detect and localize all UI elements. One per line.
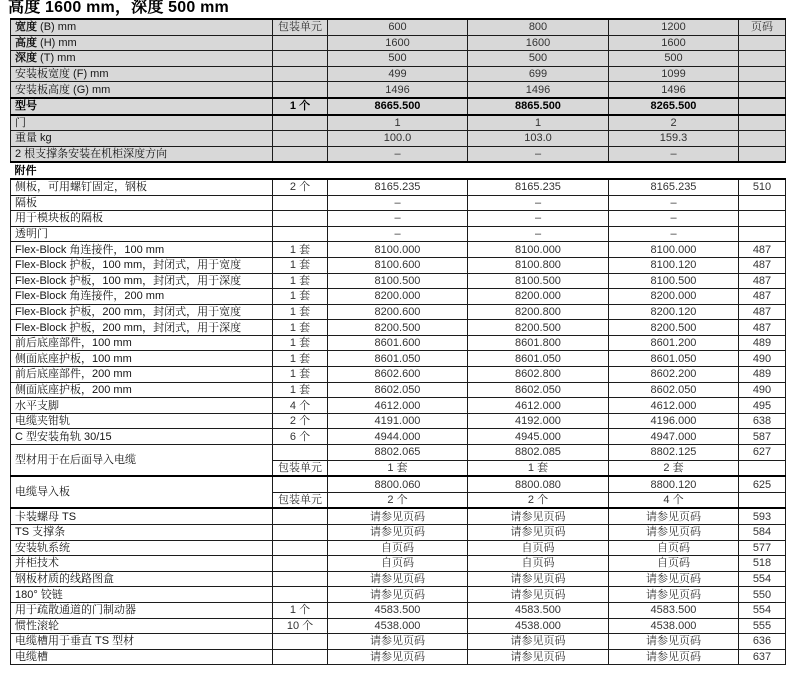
- value-cell: 8165.235: [609, 179, 739, 195]
- value-cell: –: [468, 146, 609, 162]
- value-cell: 2 个: [328, 492, 468, 508]
- value-cell: 8200.500: [468, 320, 609, 336]
- value-cell: 8265.500: [609, 98, 739, 115]
- page-cell: 554: [739, 571, 786, 587]
- row-label: 侧面底座护板，100 mm: [11, 351, 273, 367]
- value-cell: 1 套: [468, 460, 609, 476]
- table-row: [11, 618, 786, 634]
- value-cell: 8802.125: [609, 445, 739, 461]
- packing-unit-cell: [273, 540, 328, 556]
- row-label: 用于模块板的隔板: [11, 211, 273, 227]
- packing-unit-cell: 包装单元: [273, 460, 328, 476]
- value-cell: 4947.000: [609, 429, 739, 445]
- value-cell: 请参见页码: [468, 587, 609, 603]
- table-row: [11, 273, 786, 289]
- table-row: [11, 82, 786, 98]
- page-cell: 495: [739, 398, 786, 414]
- packing-unit-cell: [273, 634, 328, 650]
- value-cell: 8165.235: [328, 179, 468, 195]
- row-label: Flex-Block 角连接件，200 mm: [11, 289, 273, 305]
- value-cell: 600: [328, 19, 468, 35]
- table-row: [11, 587, 786, 603]
- packing-unit-cell: [273, 445, 328, 461]
- value-cell: 8800.120: [609, 476, 739, 492]
- page-cell: 636: [739, 634, 786, 650]
- value-cell: 1496: [468, 82, 609, 98]
- row-label: 钢板材质的线路图盒: [11, 571, 273, 587]
- value-cell: 4944.000: [328, 429, 468, 445]
- table-row: [11, 367, 786, 383]
- value-cell: 1: [468, 115, 609, 131]
- packing-unit-cell: [273, 146, 328, 162]
- row-label: Flex-Block 护板，100 mm，封闭式，用于宽度: [11, 257, 273, 273]
- page-cell: [739, 131, 786, 147]
- row-label: 门: [11, 115, 273, 131]
- table-row: [11, 634, 786, 650]
- row-label: Flex-Block 护板，100 mm，封闭式，用于深度: [11, 273, 273, 289]
- packing-unit-cell: [273, 649, 328, 665]
- packing-unit-cell: 1 个: [273, 98, 328, 115]
- page-cell: [739, 115, 786, 131]
- row-label: 前后底座部件，100 mm: [11, 335, 273, 351]
- value-cell: 请参见页码: [609, 571, 739, 587]
- value-cell: –: [609, 211, 739, 227]
- packing-unit-cell: [273, 571, 328, 587]
- table-row: [11, 211, 786, 227]
- value-cell: 8165.235: [468, 179, 609, 195]
- page-cell: 487: [739, 273, 786, 289]
- value-cell: 4583.500: [328, 602, 468, 618]
- packing-unit-cell: 2 个: [273, 179, 328, 195]
- row-label-bold: 深度: [15, 52, 37, 65]
- row-label: Flex-Block 护板，200 mm，封闭式，用于深度: [11, 320, 273, 336]
- page-cell: 554: [739, 602, 786, 618]
- value-cell: 1600: [468, 35, 609, 51]
- value-cell: 自页码: [328, 540, 468, 556]
- value-cell: 800: [468, 19, 609, 35]
- packing-unit-cell: [273, 226, 328, 242]
- value-cell: 请参见页码: [468, 525, 609, 541]
- page-cell: 487: [739, 242, 786, 258]
- value-cell: 8200.500: [609, 320, 739, 336]
- value-cell: 8602.600: [328, 367, 468, 383]
- value-cell: 699: [468, 66, 609, 82]
- page-cell: 页码: [739, 19, 786, 35]
- page-cell: [739, 195, 786, 211]
- page-title: 高度 1600 mm，深度 500 mm: [8, 0, 229, 16]
- value-cell: –: [609, 226, 739, 242]
- table-row: [11, 289, 786, 305]
- table-row: [11, 304, 786, 320]
- value-cell: 8601.050: [328, 351, 468, 367]
- value-cell: 4196.000: [609, 413, 739, 429]
- value-cell: 4612.000: [609, 398, 739, 414]
- value-cell: 2: [609, 115, 739, 131]
- value-cell: 499: [328, 66, 468, 82]
- packing-unit-cell: 1 套: [273, 367, 328, 383]
- packing-unit-cell: [273, 587, 328, 603]
- value-cell: 1600: [609, 35, 739, 51]
- row-label: 侧板，可用螺钉固定，钢板: [11, 179, 273, 195]
- value-cell: 自页码: [328, 556, 468, 572]
- page-cell: [739, 460, 786, 476]
- value-cell: 8601.800: [468, 335, 609, 351]
- packing-unit-cell: 1 套: [273, 382, 328, 398]
- spec-accessories-table: [10, 18, 786, 665]
- table-row: [11, 66, 786, 82]
- row-label: TS 支撑条: [11, 525, 273, 541]
- value-cell: 自页码: [609, 556, 739, 572]
- row-label: 前后底座部件，200 mm: [11, 367, 273, 383]
- value-cell: 请参见页码: [609, 525, 739, 541]
- packing-unit-cell: [273, 35, 328, 51]
- value-cell: 请参见页码: [328, 525, 468, 541]
- value-cell: 请参见页码: [328, 649, 468, 665]
- table-row: [11, 195, 786, 211]
- table-row: [11, 476, 786, 492]
- table-row: [11, 602, 786, 618]
- row-label: 电缆槽: [11, 649, 273, 665]
- table-row: [11, 335, 786, 351]
- value-cell: 8800.080: [468, 476, 609, 492]
- packing-unit-cell: 1 套: [273, 273, 328, 289]
- row-label: 安装板宽度 (F) mm: [11, 66, 273, 82]
- value-cell: 8602.050: [468, 382, 609, 398]
- page-cell: 577: [739, 540, 786, 556]
- packing-unit-cell: 1 套: [273, 289, 328, 305]
- row-label: 深度 (T) mm: [11, 51, 273, 67]
- value-cell: –: [468, 211, 609, 227]
- value-cell: 8200.000: [468, 289, 609, 305]
- table-row: [11, 35, 786, 51]
- row-label: 安装板高度 (G) mm: [11, 82, 273, 98]
- value-cell: 8100.120: [609, 257, 739, 273]
- page-cell: 627: [739, 445, 786, 461]
- value-cell: 请参见页码: [609, 587, 739, 603]
- value-cell: 自页码: [468, 540, 609, 556]
- value-cell: 8200.000: [609, 289, 739, 305]
- table-row: [11, 508, 786, 524]
- value-cell: 4612.000: [468, 398, 609, 414]
- page-cell: [739, 66, 786, 82]
- row-label: 透明门: [11, 226, 273, 242]
- page-cell: [739, 146, 786, 162]
- value-cell: 8200.600: [328, 304, 468, 320]
- row-label-bold: 宽度: [15, 21, 37, 34]
- value-cell: 8601.050: [468, 351, 609, 367]
- table-row: [11, 115, 786, 131]
- row-label: 隔板: [11, 195, 273, 211]
- table-row: [11, 413, 786, 429]
- page-cell: 490: [739, 351, 786, 367]
- page-cell: 637: [739, 649, 786, 665]
- packing-unit-cell: [273, 131, 328, 147]
- value-cell: 4538.000: [328, 618, 468, 634]
- table-row: [11, 51, 786, 67]
- row-label: 宽度 (B) mm: [11, 19, 273, 35]
- value-cell: –: [328, 226, 468, 242]
- row-label: 型材用于在后面导入电缆: [11, 445, 273, 477]
- table-row: [11, 398, 786, 414]
- value-cell: 1: [328, 115, 468, 131]
- value-cell: 2 个: [468, 492, 609, 508]
- value-cell: 4583.500: [609, 602, 739, 618]
- table-row: [11, 445, 786, 461]
- packing-unit-cell: [273, 195, 328, 211]
- row-label: 安装轨系统: [11, 540, 273, 556]
- value-cell: 1200: [609, 19, 739, 35]
- row-label: 电缆夹钳轨: [11, 413, 273, 429]
- packing-unit-cell: [273, 115, 328, 131]
- row-label: 180° 铰链: [11, 587, 273, 603]
- section-header-row: [11, 162, 786, 179]
- page-cell: [739, 35, 786, 51]
- value-cell: 8802.065: [328, 445, 468, 461]
- table-row: [11, 540, 786, 556]
- table-row: [11, 257, 786, 273]
- value-cell: 500: [609, 51, 739, 67]
- page-cell: 489: [739, 335, 786, 351]
- page-cell: [739, 51, 786, 67]
- value-cell: 8100.500: [328, 273, 468, 289]
- page-cell: 487: [739, 304, 786, 320]
- packing-unit-cell: [273, 525, 328, 541]
- section-title: 附件: [11, 162, 786, 179]
- page-cell: 487: [739, 289, 786, 305]
- page-cell: [739, 226, 786, 242]
- value-cell: –: [328, 195, 468, 211]
- page-cell: 587: [739, 429, 786, 445]
- value-cell: 4538.000: [468, 618, 609, 634]
- packing-unit-cell: 1 套: [273, 320, 328, 336]
- value-cell: 1600: [328, 35, 468, 51]
- value-cell: 8200.500: [328, 320, 468, 336]
- value-cell: 8100.500: [609, 273, 739, 289]
- value-cell: 8100.000: [468, 242, 609, 258]
- page-cell: 518: [739, 556, 786, 572]
- table-row: [11, 131, 786, 147]
- packing-unit-cell: 6 个: [273, 429, 328, 445]
- table-row: [11, 429, 786, 445]
- row-label: 惯性滚轮: [11, 618, 273, 634]
- row-label: 水平支脚: [11, 398, 273, 414]
- packing-unit-cell: 10 个: [273, 618, 328, 634]
- value-cell: 请参见页码: [328, 634, 468, 650]
- row-label: 卡装螺母 TS: [11, 508, 273, 524]
- packing-unit-cell: 1 套: [273, 335, 328, 351]
- page-cell: 555: [739, 618, 786, 634]
- page-cell: 638: [739, 413, 786, 429]
- value-cell: –: [468, 195, 609, 211]
- value-cell: 500: [328, 51, 468, 67]
- value-cell: 请参见页码: [468, 634, 609, 650]
- value-cell: –: [609, 146, 739, 162]
- packing-unit-cell: [273, 211, 328, 227]
- value-cell: 8100.800: [468, 257, 609, 273]
- value-cell: 1496: [328, 82, 468, 98]
- value-cell: 8602.200: [609, 367, 739, 383]
- page-cell: [739, 98, 786, 115]
- row-label: 高度 (H) mm: [11, 35, 273, 51]
- packing-unit-cell: 1 套: [273, 257, 328, 273]
- row-label: 型号: [11, 98, 273, 115]
- value-cell: –: [328, 211, 468, 227]
- table-row: [11, 320, 786, 336]
- value-cell: 请参见页码: [609, 634, 739, 650]
- table-row: [11, 146, 786, 162]
- value-cell: 100.0: [328, 131, 468, 147]
- row-label: 重量 kg: [11, 131, 273, 147]
- value-cell: 8602.050: [609, 382, 739, 398]
- value-cell: 4 个: [609, 492, 739, 508]
- value-cell: –: [328, 146, 468, 162]
- row-label: 侧面底座护板，200 mm: [11, 382, 273, 398]
- value-cell: –: [468, 226, 609, 242]
- value-cell: 请参见页码: [468, 649, 609, 665]
- table-row: [11, 242, 786, 258]
- value-cell: 8100.500: [468, 273, 609, 289]
- value-cell: 8800.060: [328, 476, 468, 492]
- value-cell: 159.3: [609, 131, 739, 147]
- value-cell: 8100.000: [328, 242, 468, 258]
- value-cell: 4192.000: [468, 413, 609, 429]
- row-label: 并柜技术: [11, 556, 273, 572]
- table-row: [11, 525, 786, 541]
- value-cell: 8100.600: [328, 257, 468, 273]
- value-cell: 4191.000: [328, 413, 468, 429]
- page-cell: 489: [739, 367, 786, 383]
- value-cell: 请参见页码: [328, 587, 468, 603]
- value-cell: 8602.800: [468, 367, 609, 383]
- page-cell: 487: [739, 320, 786, 336]
- row-label: Flex-Block 角连接件，100 mm: [11, 242, 273, 258]
- value-cell: 8802.085: [468, 445, 609, 461]
- value-cell: 8602.050: [328, 382, 468, 398]
- value-cell: 500: [468, 51, 609, 67]
- page-cell: [739, 82, 786, 98]
- value-cell: 8200.800: [468, 304, 609, 320]
- packing-unit-cell: 包装单元: [273, 19, 328, 35]
- value-cell: 8601.200: [609, 335, 739, 351]
- value-cell: 103.0: [468, 131, 609, 147]
- value-cell: 8200.120: [609, 304, 739, 320]
- packing-unit-cell: [273, 51, 328, 67]
- packing-unit-cell: 1 套: [273, 304, 328, 320]
- packing-unit-cell: 2 个: [273, 413, 328, 429]
- table-row: [11, 226, 786, 242]
- value-cell: 请参见页码: [468, 508, 609, 524]
- row-label: 用于疏散通道的门制动器: [11, 602, 273, 618]
- value-cell: 4583.500: [468, 602, 609, 618]
- value-cell: 8865.500: [468, 98, 609, 115]
- table-row: [11, 19, 786, 35]
- value-cell: 1099: [609, 66, 739, 82]
- page-cell: 490: [739, 382, 786, 398]
- row-label: C 型安装角轨 30/15: [11, 429, 273, 445]
- value-cell: 请参见页码: [609, 508, 739, 524]
- row-label: 2 根支撑条安装在机柜深度方向: [11, 146, 273, 162]
- table-row: [11, 649, 786, 665]
- table-row: [11, 571, 786, 587]
- value-cell: 1 套: [328, 460, 468, 476]
- page-cell: 584: [739, 525, 786, 541]
- page-cell: [739, 492, 786, 508]
- value-cell: 1496: [609, 82, 739, 98]
- page-cell: 593: [739, 508, 786, 524]
- value-cell: 自页码: [468, 556, 609, 572]
- packing-unit-cell: 4 个: [273, 398, 328, 414]
- table-row: [11, 179, 786, 195]
- value-cell: 8200.000: [328, 289, 468, 305]
- row-label-bold: 高度: [15, 36, 37, 49]
- value-cell: 4612.000: [328, 398, 468, 414]
- packing-unit-cell: 1 套: [273, 242, 328, 258]
- table-row: [11, 351, 786, 367]
- page-cell: 550: [739, 587, 786, 603]
- packing-unit-cell: [273, 556, 328, 572]
- value-cell: 请参见页码: [609, 649, 739, 665]
- table-row: [11, 98, 786, 115]
- packing-unit-cell: [273, 508, 328, 524]
- packing-unit-cell: 1 套: [273, 351, 328, 367]
- table-row: [11, 382, 786, 398]
- packing-unit-cell: 包装单元: [273, 492, 328, 508]
- value-cell: 8665.500: [328, 98, 468, 115]
- page-cell: 510: [739, 179, 786, 195]
- packing-unit-cell: [273, 476, 328, 492]
- page-cell: 487: [739, 257, 786, 273]
- value-cell: 4538.000: [609, 618, 739, 634]
- value-cell: 8100.000: [609, 242, 739, 258]
- packing-unit-cell: 1 个: [273, 602, 328, 618]
- value-cell: 请参见页码: [328, 508, 468, 524]
- value-cell: 8601.600: [328, 335, 468, 351]
- value-cell: –: [609, 195, 739, 211]
- value-cell: 8601.050: [609, 351, 739, 367]
- packing-unit-cell: [273, 66, 328, 82]
- value-cell: 自页码: [609, 540, 739, 556]
- value-cell: 请参见页码: [468, 571, 609, 587]
- page-cell: [739, 211, 786, 227]
- packing-unit-cell: [273, 82, 328, 98]
- value-cell: 2 套: [609, 460, 739, 476]
- value-cell: 请参见页码: [328, 571, 468, 587]
- page-cell: 625: [739, 476, 786, 492]
- value-cell: 4945.000: [468, 429, 609, 445]
- row-label: Flex-Block 护板，200 mm，封闭式，用于宽度: [11, 304, 273, 320]
- row-label: 电缆导入板: [11, 476, 273, 508]
- row-label: 电缆槽用于垂直 TS 型材: [11, 634, 273, 650]
- table-row: [11, 556, 786, 572]
